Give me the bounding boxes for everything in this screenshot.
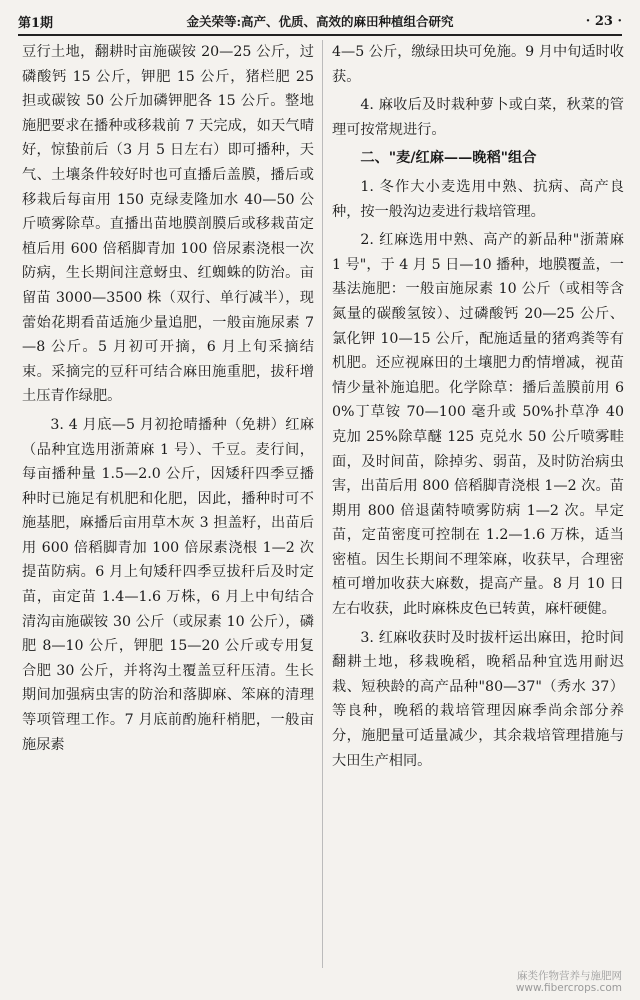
paragraph: 3. 红麻收获时及时拔杆运出麻田，抢时间翻耕土地，移栽晚稻，晚稻品种宜选用耐迟栽、短秧龄的高产品种"80—37"（秀水 37）等良种，晚稻的栽培管理因麻季尚余部分养分，施肥量可适量减少，其余栽培管理措施与大田生产相同。	[332, 629, 624, 769]
paragraph: 1. 冬作大小麦选用中熟、抗病、高产良种，按一般沟边麦进行栽培管理。	[332, 178, 624, 220]
watermark	[516, 970, 622, 994]
watermark-url: www.fibercrops.com	[515, 982, 622, 994]
running-header	[18, 8, 622, 36]
issue-number: 第1期	[18, 15, 54, 31]
right-column	[332, 40, 624, 972]
paragraph: 2. 红麻选用中熟、高产的新品种"浙萧麻 1 号"，于 4 月 5 日—10 播种，地膜覆盖，一基法施肥：一般亩施尿素 10 公斤（或相等含氮量的碳酸氢铵）、过磷酸钙 20—25 公斤、氯化钾 10—15 公斤，配施适量的猪鸡粪等有机肥。还应视麻田的土壤肥力酌情增减，视苗情少量补施追肥。化学除草：播后盖膜前用 60%丁草铵 70—100 毫升或 50%扑草净 40 克加 25%除草醚 125 克兑水 50 公斤喷雾畦面，及时间苗，除掉劣、弱苗，及时防治病虫害，出苗后用 800 倍稻脚青浇根 1—2 次。苗期用 800 倍退菌特喷雾防病 1—2 次。早定苗，定苗密度可控制在 1.2—1.6 万株，适当密植。因生长期间不理笨麻，收获早，合理密植可增加收获大麻数，提高产量。8 月 10 日左右收获，此时麻株皮色已转黄，麻杆硬健。	[332, 232, 624, 618]
page-number: · 23 ·	[585, 13, 622, 29]
column-divider	[322, 40, 323, 968]
paragraph: 4. 麻收后及时栽种萝卜或白菜，秋菜的管理可按常规进行。	[332, 97, 624, 138]
paragraph: 3. 4 月底—5 月初抢晴播种（免耕）红麻（品种宜选用浙萧麻 1 号）、千豆。麦行间，每亩播种量 1.5—2.0 公斤，因矮秆四季豆播种时已施足有机肥和化肥，因此，播种时可不施基肥，麻播后亩用草木灰 3 担盖籽，出苗后用 600 倍稻脚青加 100 倍尿素浇根 1—2 次提苗防病。6 月上旬矮秆四季豆拔秆后及时定苗，亩定苗 1.4—1.6 万株，6 月上中旬结合清沟亩施碳铵 30 公斤（或尿素 10 公斤），磷肥 8—10 公斤，钾肥 15—20 公斤或专用复合肥 30 公斤，并将沟土覆盖豆秆压清。生长期间加强病虫害的防治和落脚麻、笨麻的清理等项管理工作。7 月底前酌施秆梢肥，一般亩施尿素	[22, 416, 314, 753]
paragraph: 豆行土地，翻耕时亩施碳铵 20—25 公斤，过磷酸钙 15 公斤，钾肥 15 公斤，猪栏肥 25 担或碳铵 50 公斤加磷钾肥各 15 公斤。整地施肥要求在播种或移栽前 7 天完成，如天气晴好，惊蛰前后（3 月 5 日左右）即可播种，天气、土壤条件较好时也可直播后盖膜，播后或移栽后每亩用 150 克绿麦隆加水 40—50 公斤喷雾除草。直播出苗地膜剖膜后或移栽苗定植后用 600 倍稻脚青加 100 倍尿素浇根一次防病，生长期间注意蚜虫、红蜘蛛的防治。亩留苗 3000—3500 株（双行、单行减半），现蕾始花期看苗适施少量追肥，一般亩施尿素 7—8 公斤。5 月初可开摘，6 月上旬采摘结束。采摘完的豆秆可结合麻田施重肥，拔秆增土压青作绿肥。	[22, 44, 314, 405]
watermark-site-name: 麻类作物营养与施肥网	[517, 970, 622, 982]
section-heading: 二、"麦/红麻——晚稻"组合	[360, 150, 537, 167]
left-column	[22, 40, 314, 972]
running-title: 金关荣等:高产、优质、高效的麻田种植组合研究	[186, 14, 454, 29]
paragraph: 4—5 公斤，缴绿田块可免施。9 月中旬适时收获。	[332, 44, 624, 85]
